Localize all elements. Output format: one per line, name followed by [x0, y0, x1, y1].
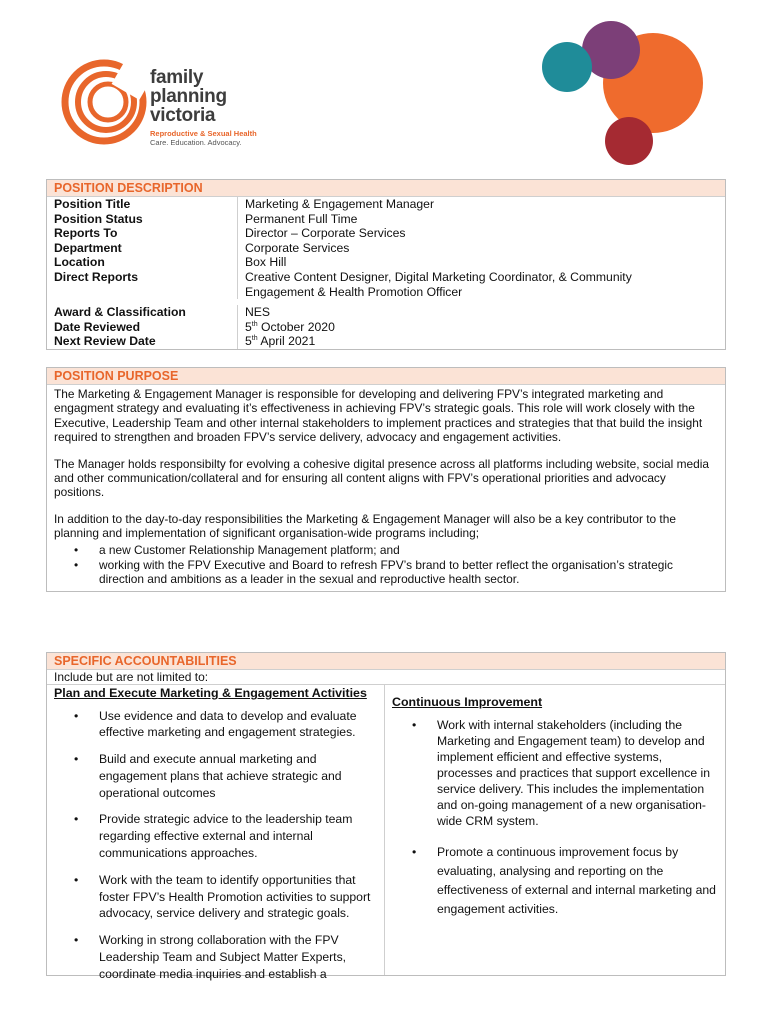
date-ordinal: th: [251, 320, 258, 328]
list-item: [54, 543, 718, 557]
row-value: [238, 320, 725, 335]
row-label: Position Title: [47, 197, 238, 212]
date-day: 5: [245, 319, 252, 334]
table-row: [47, 255, 725, 270]
date-day: 5: [245, 334, 252, 349]
specific-accountabilities-section: [46, 652, 726, 981]
date-rest: April 2021: [257, 334, 316, 349]
bullet-icon: •: [74, 752, 79, 767]
row-value: Corporate Services: [245, 240, 350, 255]
accountabilities-subheading: Include but are not limited to:: [47, 670, 725, 685]
bullet-icon: •: [412, 717, 417, 732]
teal-circle: [542, 42, 592, 92]
position-description-table: [46, 179, 726, 350]
list-item-text: a new Customer Relationship Management platform; and: [99, 542, 400, 557]
bullet-icon: •: [74, 558, 79, 573]
row-value: NES: [245, 305, 271, 320]
bullet-icon: •: [74, 708, 79, 723]
bullet-icon: •: [74, 933, 79, 948]
plan-execute-title: Plan and Execute Marketing & Engagement Activities: [54, 686, 367, 700]
list-item: [54, 811, 378, 861]
logo-wordmark: [150, 68, 257, 147]
logo-word-planning: planning: [150, 86, 227, 107]
logo-tagline-primary: Reproductive & Sexual Health: [150, 129, 257, 138]
list-item-text: working with the FPV Executive and Board to refresh FPV’s brand to better reflect the organisation’s strategic direction and ambitions as a leader in the sexual and reproductive health sector.: [99, 558, 673, 587]
row-value: Box Hill: [245, 255, 287, 270]
row-value: Permanent Full Time: [245, 211, 358, 226]
table-row: [47, 305, 725, 320]
date-ordinal: th: [251, 335, 258, 343]
accountabilities-columns: [47, 685, 725, 981]
logo-tagline-secondary: Care. Education. Advocacy.: [150, 138, 242, 147]
list-item: [54, 872, 378, 922]
continuous-improvement-title: Continuous Improvement: [392, 695, 543, 709]
purpose-paragraph: The Marketing & Engagement Manager is responsible for developing and delivering FPV’s integrated marketing and engagment strategy and evaluating it’s effectiveness in achieving FPV’s strategic goals. This role will work closely with the Executive, Leadership Team and other internal stakeholders to implement practices and strategies that that build the insight required to strengthen and broaden FPV’s service delivery, advocacy and engagement activities.: [54, 387, 703, 445]
list-item-text: Working in strong collaboration with the FPV Leadership Team and Subject Matter Experts, coordinate media inquiries and establish a: [99, 933, 347, 981]
bullet-icon: •: [74, 812, 79, 827]
fpv-logo: [60, 56, 280, 152]
continuous-improvement-column: [385, 685, 725, 975]
row-value: Director – Corporate Services: [245, 226, 406, 241]
row-label: Position Status: [47, 212, 238, 227]
list-item-text: Promote a continuous improvement focus by evaluating, analysing and reporting on the effectiveness of external and internal marketing and engagement activities.: [437, 845, 716, 917]
row-label: Location: [47, 255, 238, 270]
logo-rings-icon: [60, 56, 148, 148]
list-item: [54, 708, 378, 742]
date-rest: October 2020: [257, 319, 335, 334]
list-item-text: Build and execute annual marketing and engagement plans that achieve strategic and operational outcomes: [99, 752, 342, 800]
row-label: Award & Classification: [47, 305, 238, 320]
row-value: Marketing & Engagement Manager: [245, 197, 435, 211]
row-value: Creative Content Designer, Digital Marketing Coordinator, & Community Engagement & Health Promotion Officer: [245, 269, 632, 299]
list-item: [392, 843, 719, 919]
list-item: [54, 751, 378, 801]
table-row: [47, 320, 725, 335]
table-row: [47, 197, 725, 212]
continuous-improvement-list: [392, 717, 719, 920]
list-item-text: Provide strategic advice to the leadership team regarding effective external and internal communications approaches.: [99, 812, 353, 861]
plan-execute-column: [47, 685, 385, 981]
position-description-heading: POSITION DESCRIPTION: [47, 180, 725, 197]
purpose-paragraph: The Manager holds responsibilty for evolving a cohesive digital presence across all platforms including website, social media and other communication/collateral and for ensuring all content aligns with FPV’s operational priorities and advocacy positions.: [54, 456, 709, 500]
table-row: [47, 212, 725, 227]
bullet-icon: •: [74, 872, 79, 887]
plan-execute-list: [54, 708, 378, 983]
table-row: [47, 334, 725, 349]
position-purpose-heading: POSITION PURPOSE: [47, 368, 725, 385]
logo-word-family: family: [150, 67, 204, 88]
row-label: Next Review Date: [47, 334, 238, 349]
row-label: Reports To: [47, 226, 238, 241]
list-item-text: Work with the team to identify opportunities that foster FPV’s Health Promotion activities to support advocacy, service delivery and strategic goals.: [99, 872, 371, 921]
position-purpose-body: [47, 385, 725, 591]
table-row: [47, 270, 725, 305]
table-row: [47, 241, 725, 256]
specific-accountabilities-heading: SPECIFIC ACCOUNTABILITIES: [47, 653, 725, 670]
list-item: [54, 932, 378, 982]
purpose-bullet-list: [54, 543, 718, 587]
list-item: [392, 717, 719, 830]
list-item-text: Use evidence and data to develop and evaluate effective marketing and engagement strategies.: [99, 708, 357, 740]
row-label: Date Reviewed: [47, 320, 238, 335]
row-label: Department: [47, 241, 238, 256]
position-purpose-section: [46, 367, 726, 592]
purpose-paragraph: In addition to the day-to-day responsibilities the Marketing & Engagement Manager will also be a key contributor to the planning and implementation of significant organisation-wide programs including;: [54, 511, 676, 541]
red-circle: [605, 117, 653, 165]
bullet-icon: •: [74, 542, 79, 557]
row-label: Direct Reports: [47, 270, 238, 299]
decorative-circles-icon: [530, 18, 710, 168]
logo-word-victoria: victoria: [150, 105, 216, 126]
list-item: [54, 558, 718, 587]
table-row: [47, 226, 725, 241]
list-item-text: Work with internal stakeholders (including the Marketing and Engagement team) to develop and implement efficient and effective systems, processes and practices that support excellence in service delivery. This includes the implementation and on-going management of a new organisation-wide CRM system.: [437, 717, 711, 829]
row-value: [238, 334, 725, 349]
bullet-icon: •: [412, 845, 417, 860]
